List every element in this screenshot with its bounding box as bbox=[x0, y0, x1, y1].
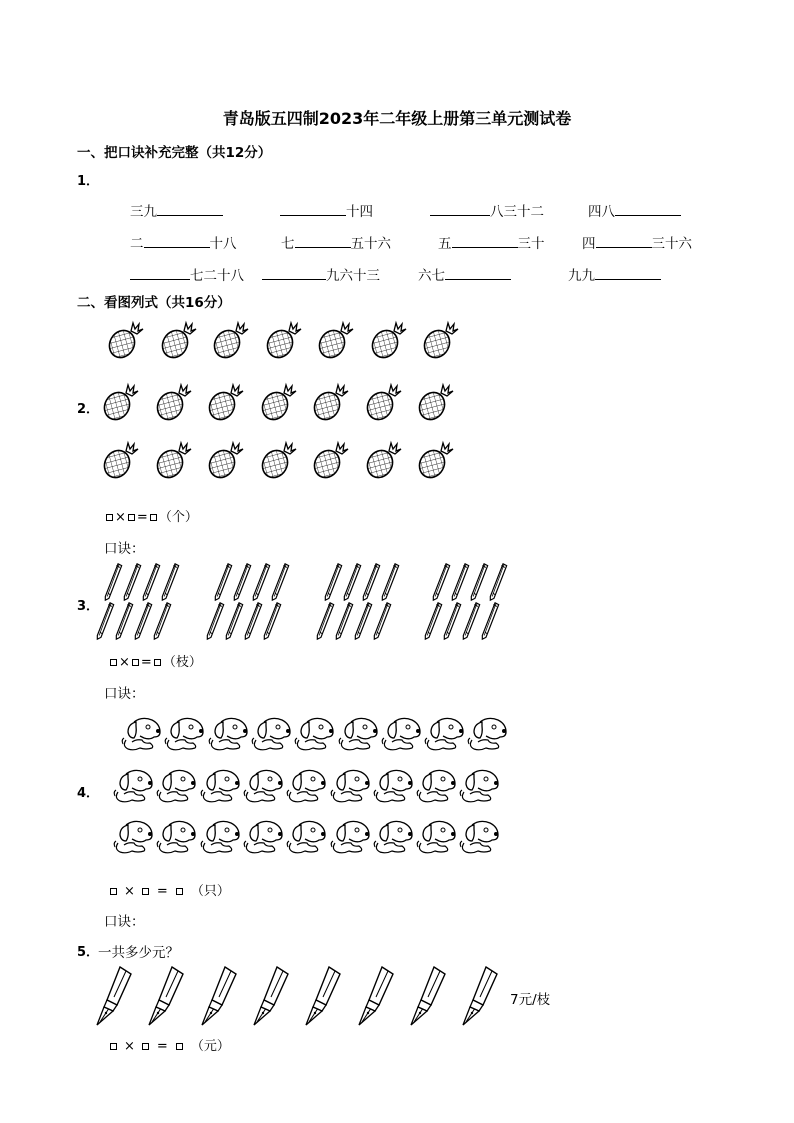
pineapple-icon bbox=[205, 382, 245, 422]
fountain-pen-icon bbox=[355, 965, 395, 1027]
dog-icon bbox=[155, 768, 199, 804]
pencil-icon bbox=[451, 562, 470, 602]
dog-icon bbox=[380, 716, 424, 752]
fountain-pen-icon bbox=[459, 965, 499, 1027]
pineapple-icon bbox=[205, 440, 245, 480]
dog-icon bbox=[199, 768, 243, 804]
pencil-icon bbox=[225, 601, 244, 641]
q5-formula[interactable]: × = （元） bbox=[108, 1035, 230, 1054]
q2-number: 2． bbox=[77, 402, 100, 417]
dog-icon bbox=[372, 768, 416, 804]
q3-formula[interactable]: × = （枝） bbox=[108, 651, 202, 670]
pencil-icon bbox=[481, 601, 500, 641]
dog-icon bbox=[285, 768, 329, 804]
koujue-blank[interactable]: 七 五十六 bbox=[281, 236, 391, 252]
pencil-icon bbox=[424, 601, 443, 641]
dog-icon bbox=[415, 819, 459, 855]
pencil-icon bbox=[324, 562, 343, 602]
dog-icon bbox=[293, 716, 337, 752]
pineapple-icon bbox=[315, 320, 355, 360]
answer-box[interactable] bbox=[110, 888, 117, 895]
koujue-blank[interactable]: 六七 bbox=[418, 264, 511, 284]
answer-box[interactable] bbox=[132, 659, 139, 666]
pencil-icon bbox=[161, 562, 180, 602]
koujue-blank[interactable]: 九九 bbox=[568, 264, 661, 284]
q2-koujue-label: 口诀： bbox=[104, 541, 145, 557]
pineapple-icon bbox=[210, 320, 250, 360]
answer-box[interactable] bbox=[106, 514, 113, 521]
dog-icon bbox=[423, 716, 467, 752]
fountain-pen-icon bbox=[145, 965, 185, 1027]
koujue-blank[interactable]: 四八 bbox=[588, 200, 681, 220]
q1-number: 1． bbox=[77, 174, 100, 189]
pencil-icon bbox=[104, 562, 123, 602]
pineapple-icon bbox=[258, 382, 298, 422]
pencil-icon bbox=[443, 601, 462, 641]
pineapple-icon bbox=[153, 440, 193, 480]
dog-icon bbox=[329, 819, 373, 855]
fountain-pen-icon bbox=[250, 965, 290, 1027]
answer-box[interactable] bbox=[154, 659, 161, 666]
pineapple-icon bbox=[415, 382, 455, 422]
pineapple-icon bbox=[100, 440, 140, 480]
pineapple-icon bbox=[153, 382, 193, 422]
pencil-icon bbox=[206, 601, 225, 641]
dog-icon bbox=[458, 819, 502, 855]
pencil-icon bbox=[214, 562, 233, 602]
answer-box[interactable] bbox=[142, 1043, 149, 1050]
pineapple-icon bbox=[100, 382, 140, 422]
fountain-pen-icon bbox=[302, 965, 342, 1027]
pencil-icon bbox=[432, 562, 451, 602]
pineapple-icon bbox=[368, 320, 408, 360]
pineapple-icon bbox=[158, 320, 198, 360]
dog-icon bbox=[207, 716, 251, 752]
dog-icon bbox=[199, 819, 243, 855]
koujue-blank[interactable]: 七二十八 bbox=[130, 264, 244, 284]
answer-box[interactable] bbox=[110, 659, 117, 666]
pineapple-icon bbox=[310, 440, 350, 480]
pencil-icon bbox=[354, 601, 373, 641]
pineapple-icon bbox=[105, 320, 145, 360]
q4-koujue-label: 口诀： bbox=[104, 914, 145, 930]
pineapple-icon bbox=[363, 440, 403, 480]
answer-box[interactable] bbox=[128, 514, 135, 521]
q4-formula[interactable]: × = （只） bbox=[108, 880, 230, 899]
section1-heading: 一、把口诀补充完整（共12分） bbox=[77, 145, 272, 161]
dog-icon bbox=[250, 716, 294, 752]
pencil-icon bbox=[252, 562, 271, 602]
koujue-blank[interactable]: 四 三十六 bbox=[582, 236, 692, 252]
q3-koujue-label: 口诀： bbox=[104, 686, 145, 702]
pencil-icon bbox=[271, 562, 290, 602]
pineapple-icon bbox=[363, 382, 403, 422]
q3-number: 3． bbox=[77, 599, 100, 614]
dog-icon bbox=[112, 768, 156, 804]
pencil-icon bbox=[316, 601, 335, 641]
section2-heading: 二、看图列式（共16分） bbox=[77, 295, 231, 311]
pencil-icon bbox=[263, 601, 282, 641]
fountain-pen-icon bbox=[407, 965, 447, 1027]
dog-icon bbox=[163, 716, 207, 752]
dog-icon bbox=[112, 819, 156, 855]
pencil-icon bbox=[134, 601, 153, 641]
pencil-icon bbox=[142, 562, 161, 602]
pencil-icon bbox=[123, 562, 142, 602]
dog-icon bbox=[466, 716, 510, 752]
answer-box[interactable] bbox=[176, 1043, 183, 1050]
fountain-pen-icon bbox=[198, 965, 238, 1027]
q4-number: 4． bbox=[77, 786, 100, 801]
dog-icon bbox=[337, 716, 381, 752]
dog-icon bbox=[329, 768, 373, 804]
q5-number: 5． bbox=[77, 945, 100, 960]
pineapple-icon bbox=[263, 320, 303, 360]
koujue-blank[interactable]: 五 三十 bbox=[438, 236, 545, 252]
dog-icon bbox=[372, 819, 416, 855]
koujue-blank[interactable]: 九六十三 bbox=[262, 264, 380, 284]
dog-icon bbox=[120, 716, 164, 752]
dog-icon bbox=[285, 819, 329, 855]
pineapple-icon bbox=[258, 440, 298, 480]
pineapple-icon bbox=[415, 440, 455, 480]
dog-icon bbox=[242, 768, 286, 804]
pencil-icon bbox=[153, 601, 172, 641]
koujue-blank[interactable]: 十四 bbox=[280, 200, 373, 220]
answer-box[interactable] bbox=[142, 888, 149, 895]
koujue-blank[interactable]: 二 十八 bbox=[130, 236, 237, 252]
fountain-pen-icon bbox=[93, 965, 133, 1027]
dog-icon bbox=[415, 768, 459, 804]
page-title: 青岛版五四制2023年二年级上册第三单元测试卷 bbox=[222, 109, 572, 128]
q2-formula[interactable]: × = （个） bbox=[104, 506, 198, 525]
pencil-icon bbox=[381, 562, 400, 602]
dog-icon bbox=[458, 768, 502, 804]
pencil-icon bbox=[462, 601, 481, 641]
pencil-icon bbox=[470, 562, 489, 602]
pencil-icon bbox=[489, 562, 508, 602]
pencil-icon bbox=[233, 562, 252, 602]
pen-price: 7元/枝 bbox=[510, 992, 551, 1008]
answer-box[interactable] bbox=[176, 888, 183, 895]
dog-icon bbox=[155, 819, 199, 855]
pineapple-icon bbox=[310, 382, 350, 422]
koujue-blank[interactable]: 八三十二 bbox=[430, 200, 544, 220]
pencil-icon bbox=[362, 562, 381, 602]
answer-box[interactable] bbox=[110, 1043, 117, 1050]
dog-icon bbox=[242, 819, 286, 855]
pencil-icon bbox=[343, 562, 362, 602]
pencil-icon bbox=[244, 601, 263, 641]
pencil-icon bbox=[335, 601, 354, 641]
pencil-icon bbox=[373, 601, 392, 641]
koujue-blank[interactable]: 三九 bbox=[130, 200, 223, 220]
answer-box[interactable] bbox=[150, 514, 157, 521]
pencil-icon bbox=[115, 601, 134, 641]
q5-question: 一共多少元？ bbox=[98, 945, 179, 961]
pineapple-icon bbox=[420, 320, 460, 360]
